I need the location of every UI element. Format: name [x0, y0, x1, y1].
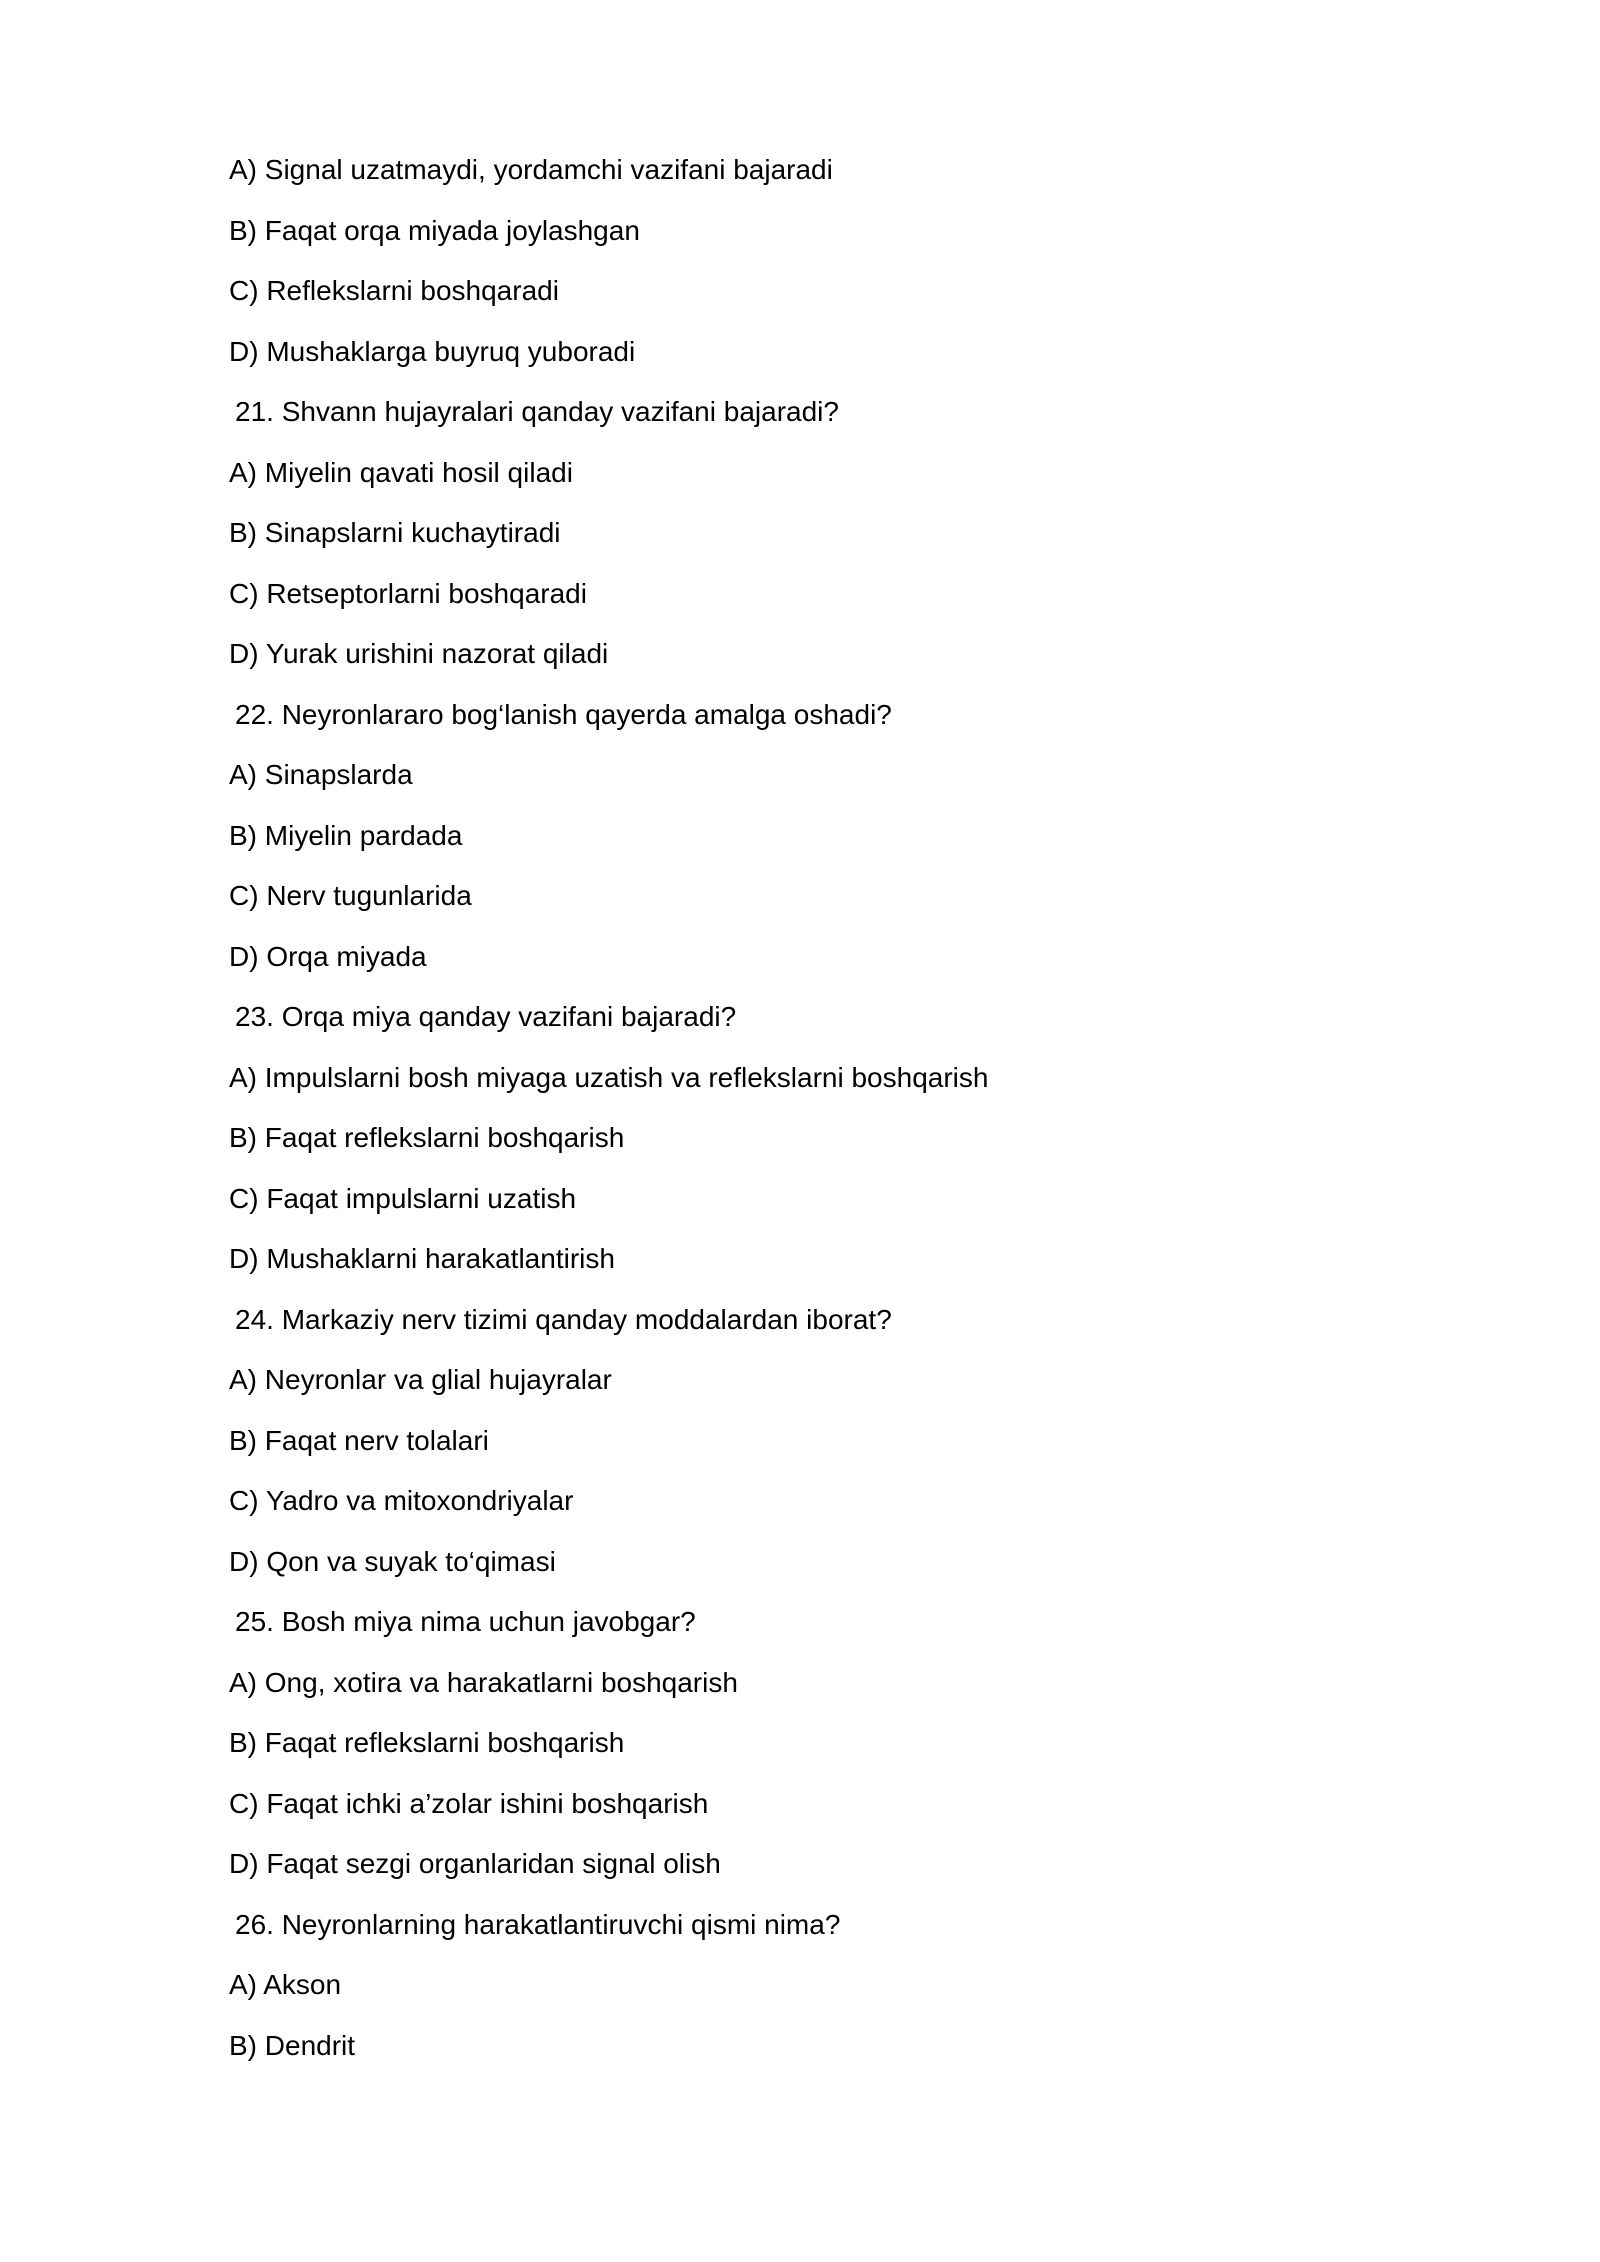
answer-option: C) Faqat impulslarni uzatish — [229, 1182, 577, 1214]
answer-option: D) Qon va suyak to‘qimasi — [229, 1545, 556, 1577]
answer-option: C) Reflekslarni boshqaradi — [229, 275, 559, 306]
answer-option: B) Faqat reflekslarni boshqarish — [229, 1122, 625, 1153]
answer-option: C) Nerv tugunlarida — [229, 880, 472, 911]
answer-option: A) Sinapslarda — [229, 759, 413, 790]
answer-option: B) Dendrit — [229, 2029, 356, 2061]
answer-option: C) Yadro va mitoxondriyalar — [229, 1485, 574, 1516]
answer-option: A) Impulslarni bosh miyaga uzatish va reflekslarni boshqarish — [229, 1061, 989, 1093]
answer-option: A) Miyelin qavati hosil qiladi — [229, 456, 573, 488]
document-body — [229, 148, 1379, 2084]
answer-option: B) Faqat nerv tolalari — [229, 1424, 489, 1456]
answer-option: B) Faqat orqa miyada joylashgan — [229, 214, 640, 246]
answer-option: A) Neyronlar va glial hujayralar — [229, 1364, 612, 1395]
answer-option: D) Yurak urishini nazorat qiladi — [229, 638, 609, 669]
question-text: 22. Neyronlararo bog‘lanish qayerda amalga oshadi? — [235, 698, 892, 730]
answer-option: D) Mushaklarga buyruq yuboradi — [229, 335, 636, 367]
answer-option: D) Faqat sezgi organlaridan signal olish — [229, 1848, 721, 1879]
answer-option: D) Orqa miyada — [229, 940, 427, 972]
answer-option: B) Miyelin pardada — [229, 819, 463, 851]
question-text: 23. Orqa miya qanday vazifani bajaradi? — [235, 1001, 737, 1032]
question-text: 25. Bosh miya nima uchun javobgar? — [235, 1606, 696, 1637]
answer-option: D) Mushaklarni harakatlantirish — [229, 1243, 615, 1274]
answer-option: C) Retseptorlarni boshqaradi — [229, 577, 587, 609]
answer-option: B) Sinapslarni kuchaytiradi — [229, 517, 561, 548]
question-text: 21. Shvann hujayralari qanday vazifani bajaradi? — [235, 396, 839, 427]
answer-option: A) Akson — [229, 1969, 342, 2000]
question-text: 26. Neyronlarning harakatlantiruvchi qismi nima? — [235, 1908, 841, 1940]
answer-option: C) Faqat ichki a’zolar ishini boshqarish — [229, 1787, 709, 1819]
answer-option: A) Ong, xotira va harakatlarni boshqarish — [229, 1666, 738, 1698]
answer-option: B) Faqat reflekslarni boshqarish — [229, 1727, 625, 1758]
answer-option: A) Signal uzatmaydi, yordamchi vazifani bajaradi — [229, 154, 833, 185]
question-text: 24. Markaziy nerv tizimi qanday moddalardan iborat? — [235, 1303, 892, 1335]
